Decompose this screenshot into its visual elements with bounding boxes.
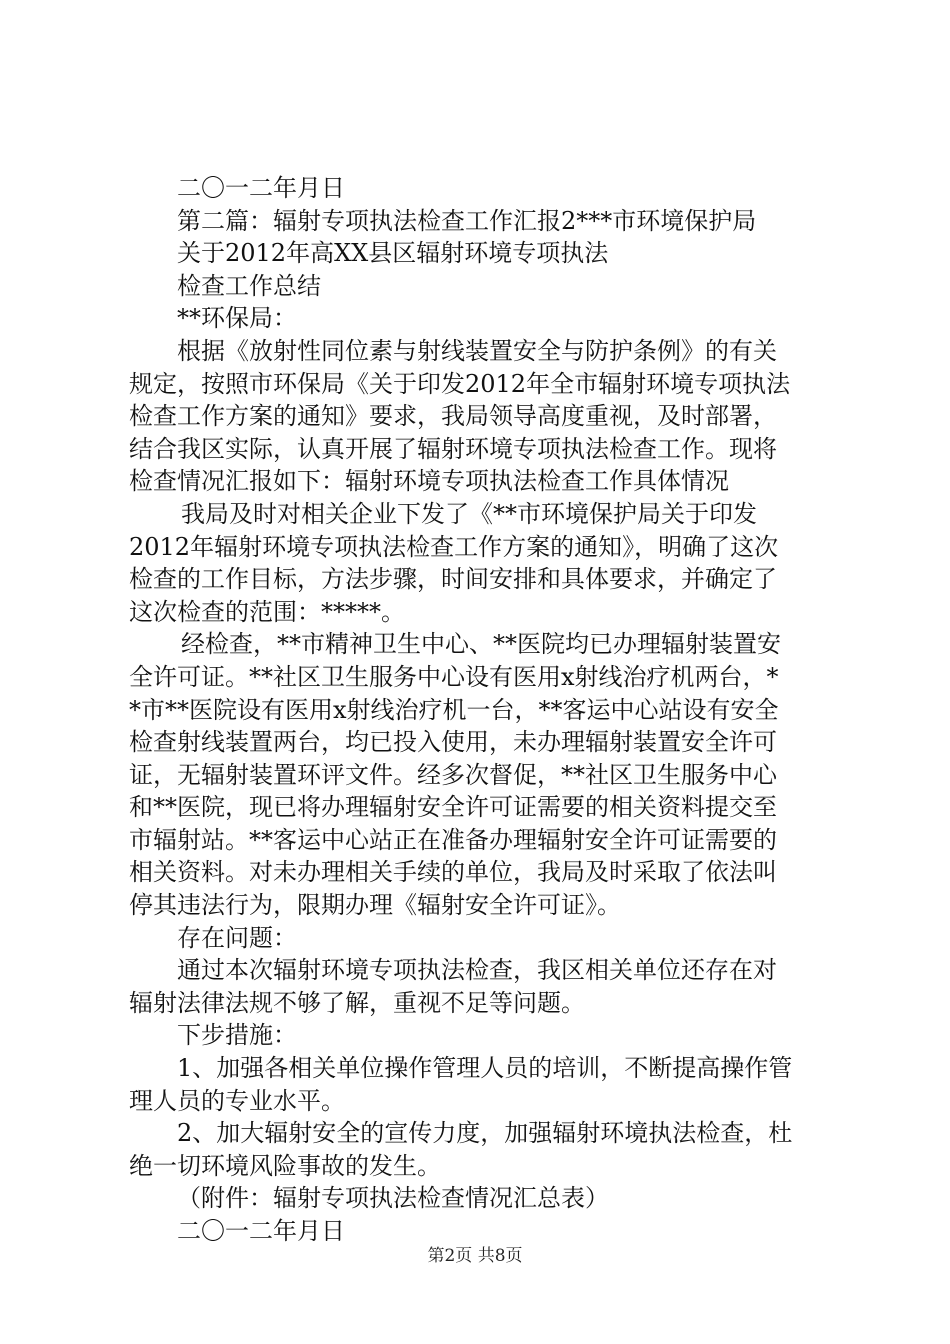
paragraph-line: 市辐射站。**客运中心站正在准备办理辐射安全许可证需要的 [129,825,777,854]
paragraph-line: 结合我区实际，认真开展了辐射环境专项执法检查工作。现将 [129,434,777,463]
paragraph-line: 我局及时对相关企业下发了《**市环境保护局关于印发 [181,499,757,528]
paragraph-line: 2012年辐射环境专项执法检查工作方案的通知》，明确了这次 [129,532,779,561]
list-item-line: 绝一切环境风险事故的发生。 [129,1151,441,1180]
section-title-line: 检查工作总结 [177,271,321,300]
paragraph-line: 检查工作方案的通知》要求，我局领导高度重视，及时部署， [129,402,777,431]
paragraph-line: 这次检查的范围：*****。 [129,597,405,626]
paragraph-line: 全许可证。**社区卫生服务中心设有医用x射线治疗机两台，* [129,662,779,691]
paragraph-line: 根据《放射性同位素与射线装置安全与防护条例》的有关 [177,336,777,365]
paragraph-line: 经检查，**市精神卫生中心、**医院均已办理辐射装置安 [181,630,781,659]
paragraph-line: *市**医院设有医用x射线治疗机一台，**客运中心站设有安全 [129,695,779,724]
paragraph-line: 通过本次辐射环境专项执法检查，我区相关单位还存在对 [177,956,777,985]
list-item-line: 2、加大辐射安全的宣传力度，加强辐射环境执法检查，杜 [177,1119,793,1148]
heading-line: 存在问题： [177,923,297,952]
paragraph-line: 证，无辐射装置环评文件。经多次督促，**社区卫生服务中心 [129,760,777,789]
paragraph-line: 和**医院，现已将办理辐射安全许可证需要的相关资料提交至 [129,793,777,822]
list-item-line: 1、加强各相关单位操作管理人员的培训，不断提高操作管 [177,1054,793,1083]
paragraph-line: 检查情况汇报如下：辐射环境专项执法检查工作具体情况 [129,467,729,496]
paragraph-line: 辐射法律法规不够了解，重视不足等问题。 [129,988,585,1017]
section-title-line: 第二篇：辐射专项执法检查工作汇报2***市环境保护局 [177,206,757,235]
paragraph-line: 检查射线装置两台，均已投入使用，未办理辐射装置安全许可 [129,728,777,757]
section-title-line: 关于2012年高XX县区辐射环境专项执法 [177,239,609,268]
page-number-footer: 第2页 共8页 [427,1246,523,1266]
salutation-line: **环保局： [177,304,297,333]
list-item-line: 理人员的专业水平。 [129,1086,345,1115]
paragraph-line: 规定，按照市环保局《关于印发2012年全市辐射环境专项执法 [129,369,791,398]
heading-line: 下步措施： [177,1021,297,1050]
paragraph-line: 检查的工作目标，方法步骤，时间安排和具体要求，并确定了 [129,565,777,594]
attachment-line: （附件：辐射专项执法检查情况汇总表） [177,1184,609,1213]
paragraph-line: 相关资料。对未办理相关手续的单位，我局及时采取了依法叫 [129,858,777,887]
document-body [129,172,831,1248]
date-line: 二〇一二年月日 [177,174,345,202]
paragraph-line: 停其违法行为，限期办理《辐射安全许可证》。 [129,891,621,920]
date-line: 二〇一二年月日 [177,1217,345,1245]
